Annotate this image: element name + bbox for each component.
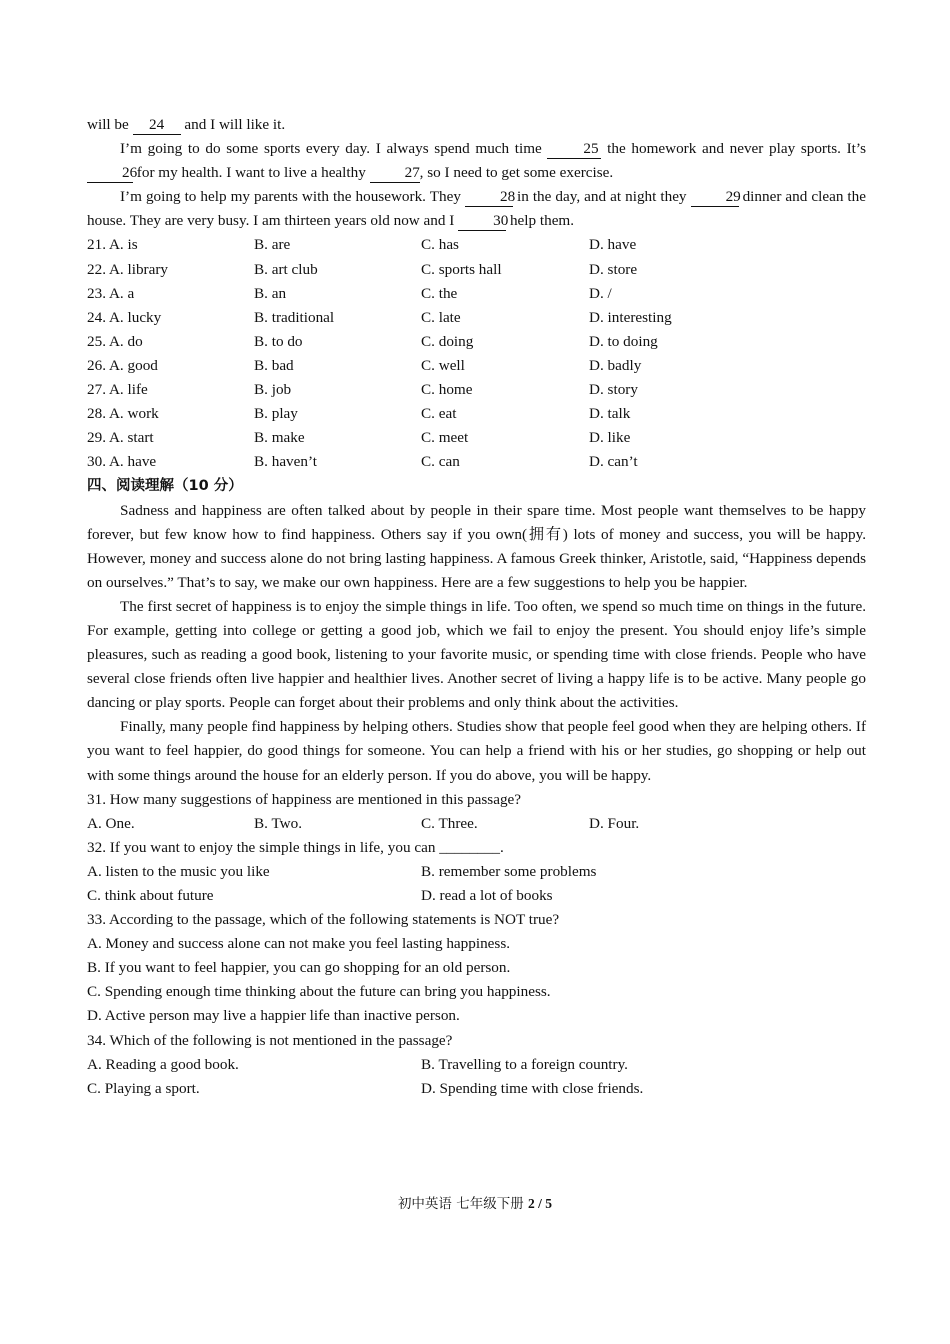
cloze-options — [87, 233, 866, 474]
blank-24: 24 — [133, 115, 181, 135]
blank-27: 27 — [370, 163, 420, 183]
question-31-options: A. One. B. Two. C. Three. D. Four. — [87, 814, 640, 832]
page-footer — [0, 1192, 950, 1212]
question-33-option-b: B. If you want to feel happier, you can go shopping for an old person. — [87, 959, 511, 977]
option-row-27: 27. A. life B. job C. home D. story — [87, 381, 638, 399]
cloze-line-1: will be 24 and I will like it. — [87, 116, 286, 133]
section-title: 四、阅读理解（10 分） — [87, 478, 243, 495]
question-32-stem: 32. If you want to enjoy the simple things in life, you can ________. — [87, 838, 504, 856]
reading-paragraph-3: Finally, many people find happiness by helping others. Studies show that people feel good when they are helping others. If you want to feel happier, do good things for someone. You can help a friend with his or her studies, go shopping or help out with some things around the house for an elderly person. If you do above, you will be happy. — [87, 718, 866, 784]
question-32-options-row-2: C. think about future D. read a lot of books — [87, 887, 553, 904]
blank-29: 29 — [691, 187, 739, 207]
option-row-24: 24. A. lucky B. traditional C. late D. interesting — [87, 308, 672, 326]
page-number: 2 / 5 — [528, 1196, 553, 1211]
question-31-stem: 31. How many suggestions of happiness are mentioned in this passage? — [87, 790, 522, 808]
question-33-option-c: C. Spending enough time thinking about the future can bring you happiness. — [87, 983, 551, 1001]
question-34-options-row-2: C. Playing a sport. D. Spending time with close friends. — [87, 1079, 644, 1097]
footer-text: 初中英语 七年级下册 — [397, 1196, 529, 1212]
question-33-option-d: D. Active person may live a happier life than inactive person. — [87, 1007, 460, 1025]
option-row-28: 28. A. work B. play C. eat D. talk — [87, 405, 631, 423]
question-33-option-a: A. Money and success alone can not make you feel lasting happiness. — [87, 935, 511, 953]
blank-30: 30 — [458, 211, 506, 231]
reading-paragraph-2: The first secret of happiness is to enjoy the simple things in life. Too often, we spend so much time on things in the future. For example, getting into college or getting a good job, which we fail to enjoy the present. You should enjoy life’s simple pleasures, such as reading a good book, listening to your favorite music, or spending time with close friends. People who have several close friends often live happier and healthier lives. Another secret of living a happy life is to be active. Many people go dancing or play sports. People can forget about their problems and only think about the activities. — [87, 597, 866, 712]
question-34-options-row-1: A. Reading a good book. B. Travelling to a foreign country. — [87, 1055, 628, 1073]
option-row-29: 29. A. start B. make C. meet D. like — [87, 429, 631, 447]
question-33-stem: 33. According to the passage, which of the following statements is NOT true? — [87, 911, 560, 929]
option-row-26: 26. A. good B. bad C. well D. badly — [87, 356, 642, 374]
option-row-30: 30. A. have B. haven’t C. can D. can’t — [87, 453, 638, 471]
option-row-23: 23. A. a B. an C. the D. / — [87, 284, 612, 302]
blank-26: 26 — [87, 163, 133, 183]
reading-paragraph-1: Sadness and happiness are often talked about by people in their spare time. Most people want themselves to be happy forever, but few know how to find happiness. Others say if you own(拥有) lots of money and success, you will be happy. However, money and success alone do not bring lasting happiness. A famous Greek thinker, Aristotle, said, “Happiness depends on ourselves.” That’s to say, we make our own happiness. Here are a few suggestions to help you be happier. — [87, 501, 866, 591]
question-34-stem: 34. Which of the following is not mentioned in the passage? — [87, 1031, 453, 1049]
question-32-options-row-1: A. listen to the music you like B. remember some problems — [87, 862, 597, 880]
cloze-paragraph-3: I’m going to help my parents with the housework. They 28 in the day, and at night they 29 dinner and clean the house. They are very busy. I am thirteen years old now and I 30 help them. — [87, 188, 866, 230]
blank-25: 25 — [547, 139, 601, 159]
option-row-25: 25. A. do B. to do C. doing D. to doing — [87, 332, 658, 350]
option-row-22: 22. A. library B. art club C. sports hall D. store — [87, 260, 638, 278]
exam-page — [87, 113, 866, 1101]
blank-28: 28 — [465, 187, 513, 207]
option-row-21: 21. A. is B. are C. has D. have — [87, 236, 637, 254]
cloze-paragraph-2: I’m going to do some sports every day. I always spend much time 25 the homework and never play sports. It’s 26 for my health. I want to live a healthy 27, so I need to get some exercise. — [87, 137, 866, 185]
